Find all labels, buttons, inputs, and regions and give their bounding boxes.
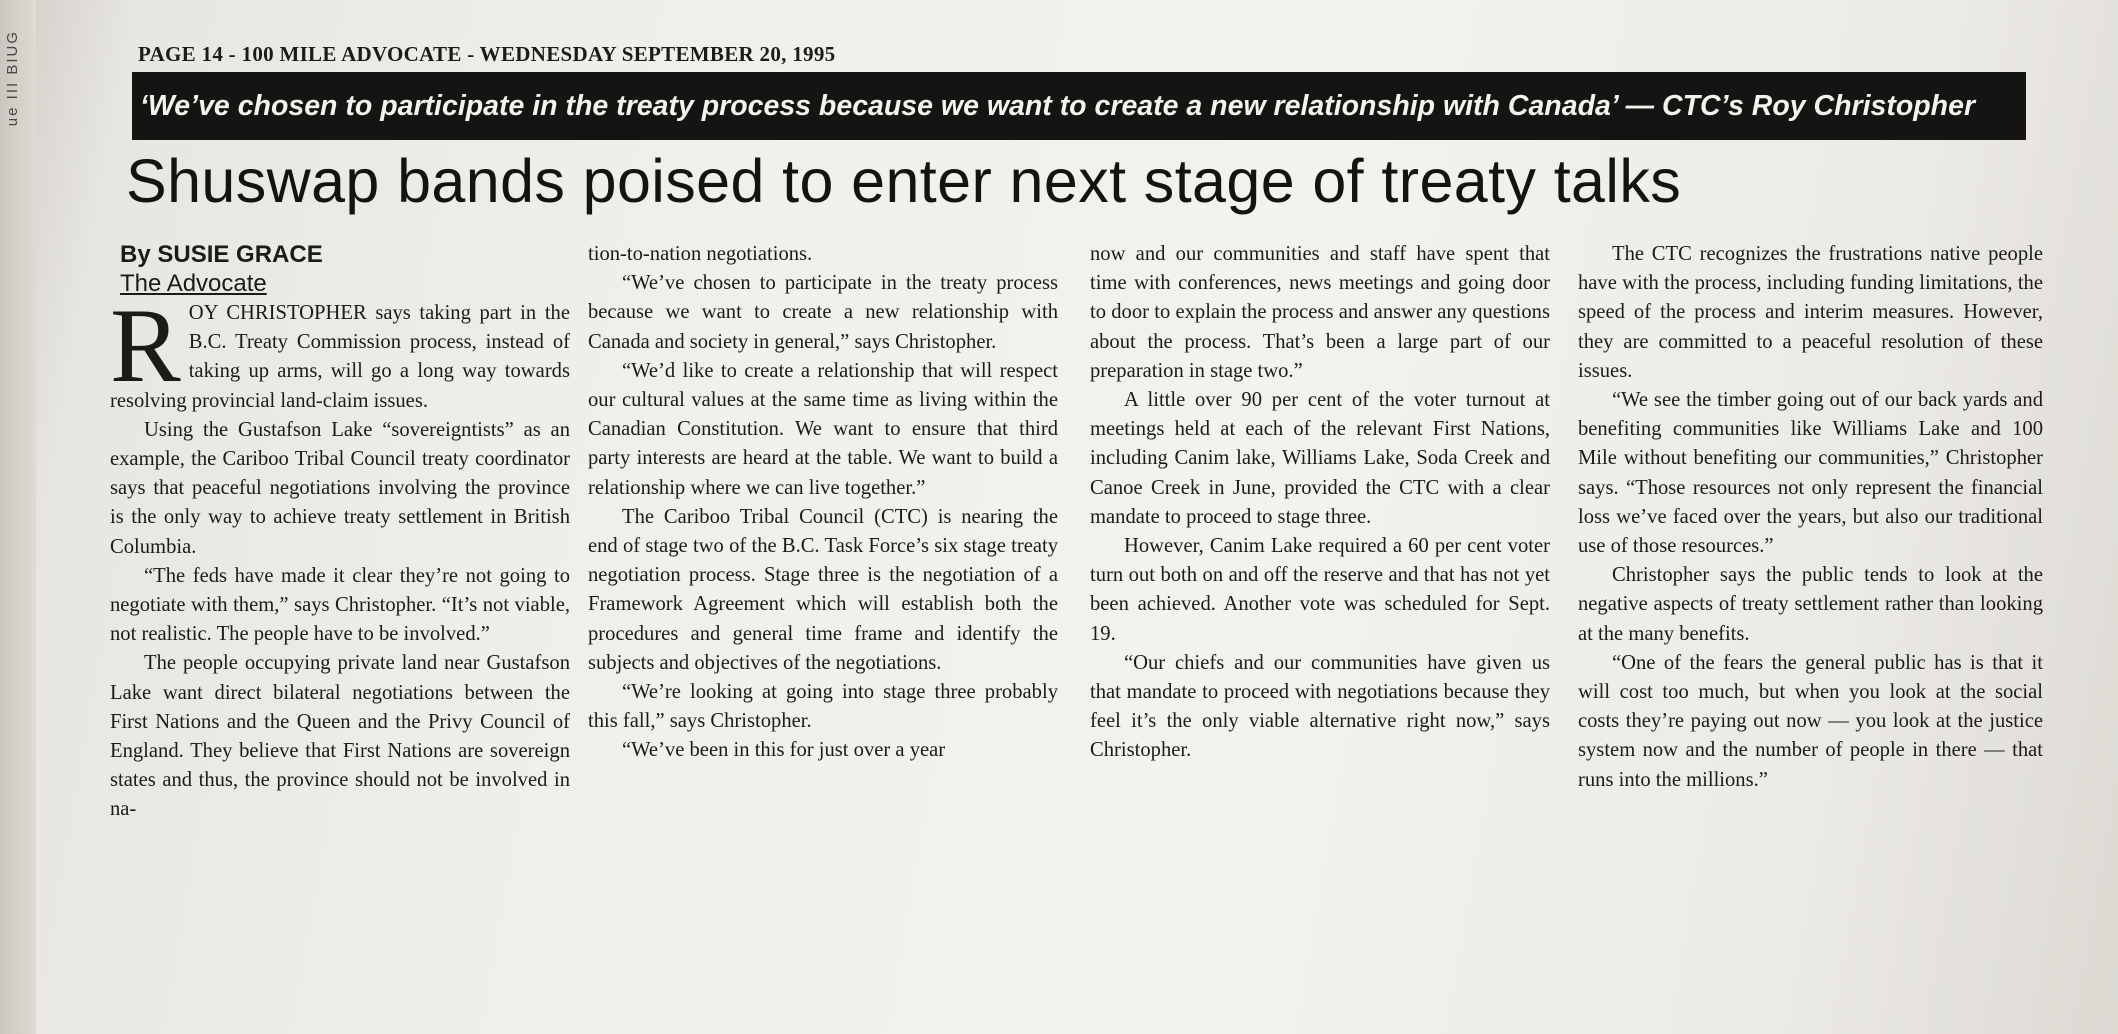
article-column-1 — [110, 287, 570, 825]
paragraph: The Cariboo Tribal Council (CTC) is nearing the end of stage two of the B.C. Task Force’s six stage treaty negotiation process. Stage three is the negotiation of a Framework Agreement which will establish both the procedures and general time frame and identify the subjects and objectives of the negotiations. — [588, 505, 1058, 674]
paragraph — [110, 287, 570, 416]
quote-banner: ‘We’ve chosen to participate in the treaty process because we want to create a new relationship with Canada’ — CTC’s Roy Christopher — [132, 72, 2026, 140]
byline: By SUSIE GRACE — [120, 241, 323, 268]
adjacent-page-text: ue III BIUG — [4, 30, 21, 127]
paragraph: tion-to-nation negotiations. — [588, 243, 813, 265]
paragraph: “We’ve been in this for just over a year — [622, 739, 946, 762]
paragraph: Using the Gustafson Lake “sovereigntists” as an example, the Cariboo Tribal Council treaty coordinator says that peaceful negotiations involving the province is the only way to achieve treaty settlement in British Columbia. — [110, 418, 570, 558]
drop-cap: R — [110, 287, 181, 404]
headline: Shuswap bands poised to enter next stage of treaty talks — [126, 147, 1682, 215]
article-column-4 — [1578, 240, 2043, 795]
article-column-3 — [1090, 240, 1550, 766]
page-folio: PAGE 14 - 100 MILE ADVOCATE - WEDNESDAY SEPTEMBER 20, 1995 — [138, 42, 836, 66]
paragraph: “We see the timber going out of our back yards and benefiting communities like Williams Lake and 100 Mile without benefiting our communities,” Christopher says. “Those resources not only represent the financial loss we’ve faced over the years, but also our traditional use of those resources.” — [1578, 389, 2043, 558]
paragraph: “The feds have made it clear they’re not going to negotiate with them,” says Christopher. “It’s not viable, not realistic. The people have to be involved.” — [110, 564, 570, 646]
paragraph: “We’d like to create a relationship that will respect our cultural values at the same time as living within the Canadian Constitution. We want to ensure that third party interests are heard at the table. We want to build a relationship where we can live together.” — [588, 359, 1058, 499]
paragraph: now and our communities and staff have spent that time with conferences, news meetings and going door to door to explain the process and answer any questions about the process. That’s been a large part of our preparation in stage two.” — [1090, 243, 1550, 382]
paragraph: “We’ve chosen to participate in the treaty process because we want to create a new relationship with Canada and society in general,” says Christopher. — [588, 272, 1058, 353]
paragraph: A little over 90 per cent of the voter turnout at meetings held at each of the relevant First Nations, including Canim lake, Williams Lake, Soda Creek and Canoe Creek in June, provided the CTC with a clear mandate to proceed to stage three. — [1090, 389, 1550, 528]
paragraph: The people occupying private land near Gustafson Lake want direct bilateral negotiations between the First Nations and the Queen and the Privy Council of England. They believe that First Nations are sovereign states and thus, the province should not be involved in na- — [110, 652, 570, 821]
paragraph: “Our chiefs and our communities have given us that mandate to proceed with negotiations because they feel it’s the only viable alternative right now,” says Christopher. — [1090, 651, 1550, 762]
paragraph: However, Canim Lake required a 60 per cent voter turn out both on and off the reserve and that has not yet been achieved. Another vote was scheduled for Sept. 19. — [1090, 535, 1550, 645]
paragraph-text: OY CHRISTOPHER says taking part in the B.C. Treaty Commission process, instead of taking up arms, will go a long way towards resolving provincial land-claim issues. — [110, 302, 570, 412]
byline-organization: The Advocate — [120, 270, 267, 297]
paragraph: Christopher says the public tends to look at the negative aspects of treaty settlement rather than looking at the many benefits. — [1578, 564, 2043, 645]
article-column-2 — [588, 240, 1058, 766]
paragraph: “One of the fears the general public has is that it will cost too much, but when you look at the social costs they’re paying out now — you look at the justice system now and the number of people in there — that runs into the millions.” — [1578, 651, 2043, 791]
paragraph: “We’re looking at going into stage three probably this fall,” says Christopher. — [588, 681, 1058, 733]
paragraph: The CTC recognizes the frustrations native people have with the process, including funding limitations, the speed of the process and interim measures. However, they are committed to a peaceful resolution of these issues. — [1578, 243, 2043, 382]
adjacent-page-edge — [0, 0, 36, 1034]
